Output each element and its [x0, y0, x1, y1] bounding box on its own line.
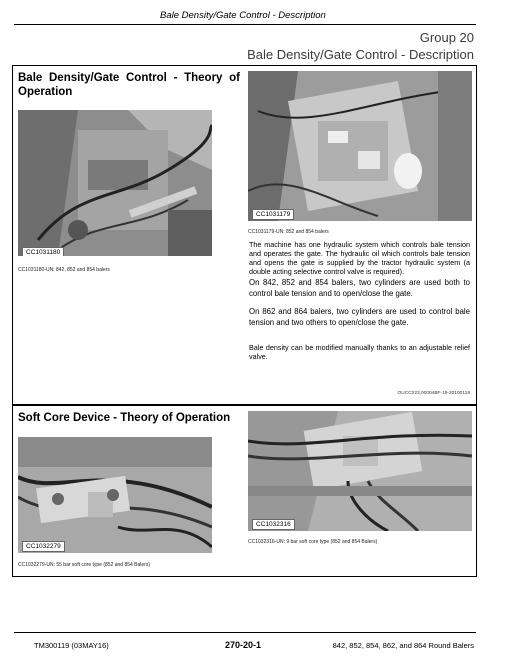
- photo2-caption: CC1031179-UN: 852 and 854 balers: [248, 229, 329, 235]
- footer-manual-id: TM300119 (03MAY16): [34, 641, 109, 650]
- photo-soft-core-9bar: [248, 411, 472, 531]
- running-header-title: Bale Density/Gate Control - Description: [160, 10, 326, 21]
- reference-code: OUCC223,00004BF-19-20100118: [397, 391, 470, 396]
- photo1-caption: CC1031180-UN: 842, 852 and 854 balers: [18, 267, 110, 273]
- paragraph-862-864: On 862 and 864 balers, two cylinders are used to control bale tension and two others to open/close the gate.: [249, 307, 470, 327]
- soft-core-heading: Soft Core Device - Theory of Operation: [18, 412, 231, 424]
- paragraph-bale-density: Bale density can be modified manually thanks to an adjustable relief valve.: [249, 343, 470, 361]
- photo2-id-tag: CC1031179: [252, 209, 294, 220]
- footer-model-list: 842, 852, 854, 862, and 864 Round Balers: [332, 641, 474, 650]
- group-label: Group 20: [419, 30, 474, 45]
- photo4-id-tag: CC1032316: [252, 519, 295, 530]
- photo4-caption: CC1032316-UN: 9 bar soft core type (852 and 854 Balers): [248, 539, 378, 545]
- footer-rule: [14, 632, 476, 633]
- paragraph-842-852-854: On 842, 852 and 854 balers, two cylinders are used both to control bale tension and to open/close the gate.: [249, 278, 470, 298]
- photo-baler-valve-right: [248, 71, 472, 221]
- photo-soft-core-55bar: [18, 437, 212, 553]
- footer-page-number: 270-20-1: [225, 640, 262, 650]
- theory-heading: Bale Density/Gate Control - Theory of Operation: [18, 72, 240, 98]
- photo3-id-tag: CC1032279: [22, 541, 65, 552]
- photo-baler-hydraulics-left: [18, 110, 212, 256]
- paragraph-hydraulic-system: The machine has one hydraulic system which controls bale tension and operates the gate. The hydraulic oil which controls bale tension and opens the gate is supplied by the tractor hydraulic system (a double acting selective control valve is required).: [249, 240, 470, 276]
- header-rule: [14, 24, 476, 25]
- photo1-id-tag: CC1031180: [22, 247, 64, 256]
- photo3-caption: CC1032279-UN: 55 bar soft core type (852 and 854 Balers): [18, 562, 151, 568]
- section-title: Bale Density/Gate Control - Description: [247, 47, 474, 62]
